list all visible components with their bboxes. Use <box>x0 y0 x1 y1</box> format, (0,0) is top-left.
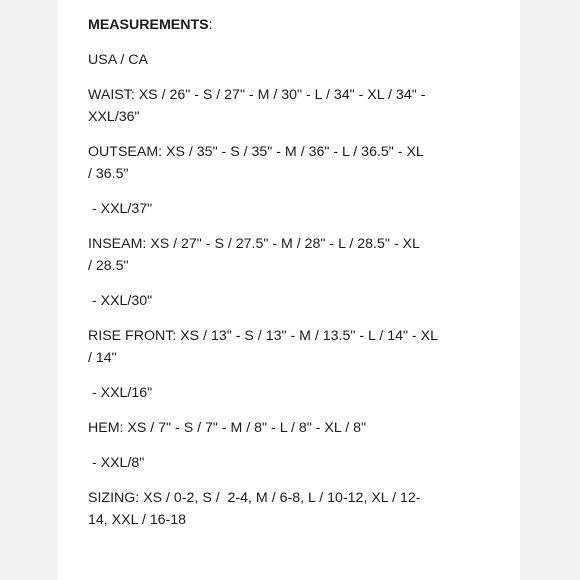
waist-line-2: XXL/36" <box>88 109 140 125</box>
inseam-paragraph <box>88 233 506 277</box>
rise-front-paragraph <box>88 325 506 369</box>
hem-line: HEM: XS / 7" - S / 7" - M / 8" - L / 8" - XL / 8" <box>88 420 366 436</box>
outseam-line-1: OUTSEAM: XS / 35" - S / 35" - M / 36" - L / 36.5" - XL <box>88 144 424 160</box>
sizing-line-2: 14, XXL / 16-18 <box>88 512 187 528</box>
heading-colon: : <box>208 17 213 33</box>
inseam-xxl-line: - XXL/30" <box>88 293 153 309</box>
rise-front-line-1: RISE FRONT: XS / 13" - S / 13" - M / 13.5" - L / 14" - XL <box>88 328 438 344</box>
region-line: USA / CA <box>88 52 148 68</box>
sizing-line-1: SIZING: XS / 0-2, S / 2-4, M / 6-8, L / 10-12, XL / 12- <box>88 490 421 506</box>
inseam-line-1: INSEAM: XS / 27" - S / 27.5" - M / 28" - L / 28.5" - XL <box>88 236 420 252</box>
document-page <box>58 0 520 580</box>
waist-line-1: WAIST: XS / 26" - S / 27" - M / 30" - L / 34" - XL / 34" - <box>88 87 426 103</box>
heading <box>88 14 506 36</box>
outseam-line-2: / 36.5" <box>88 166 129 182</box>
rise-front-line-2: / 14" <box>88 350 117 366</box>
rise-front-xxl-line: - XXL/16" <box>88 385 153 401</box>
measurements-text <box>88 14 506 531</box>
outseam-xxl-line: - XXL/37" <box>88 201 153 217</box>
sizing-paragraph <box>88 487 506 531</box>
waist-paragraph <box>88 84 506 128</box>
inseam-line-2: / 28.5" <box>88 258 129 274</box>
heading-text: MEASUREMENTS <box>88 17 209 33</box>
outseam-paragraph <box>88 141 506 185</box>
hem-xxl-line: - XXL/8" <box>88 455 145 471</box>
